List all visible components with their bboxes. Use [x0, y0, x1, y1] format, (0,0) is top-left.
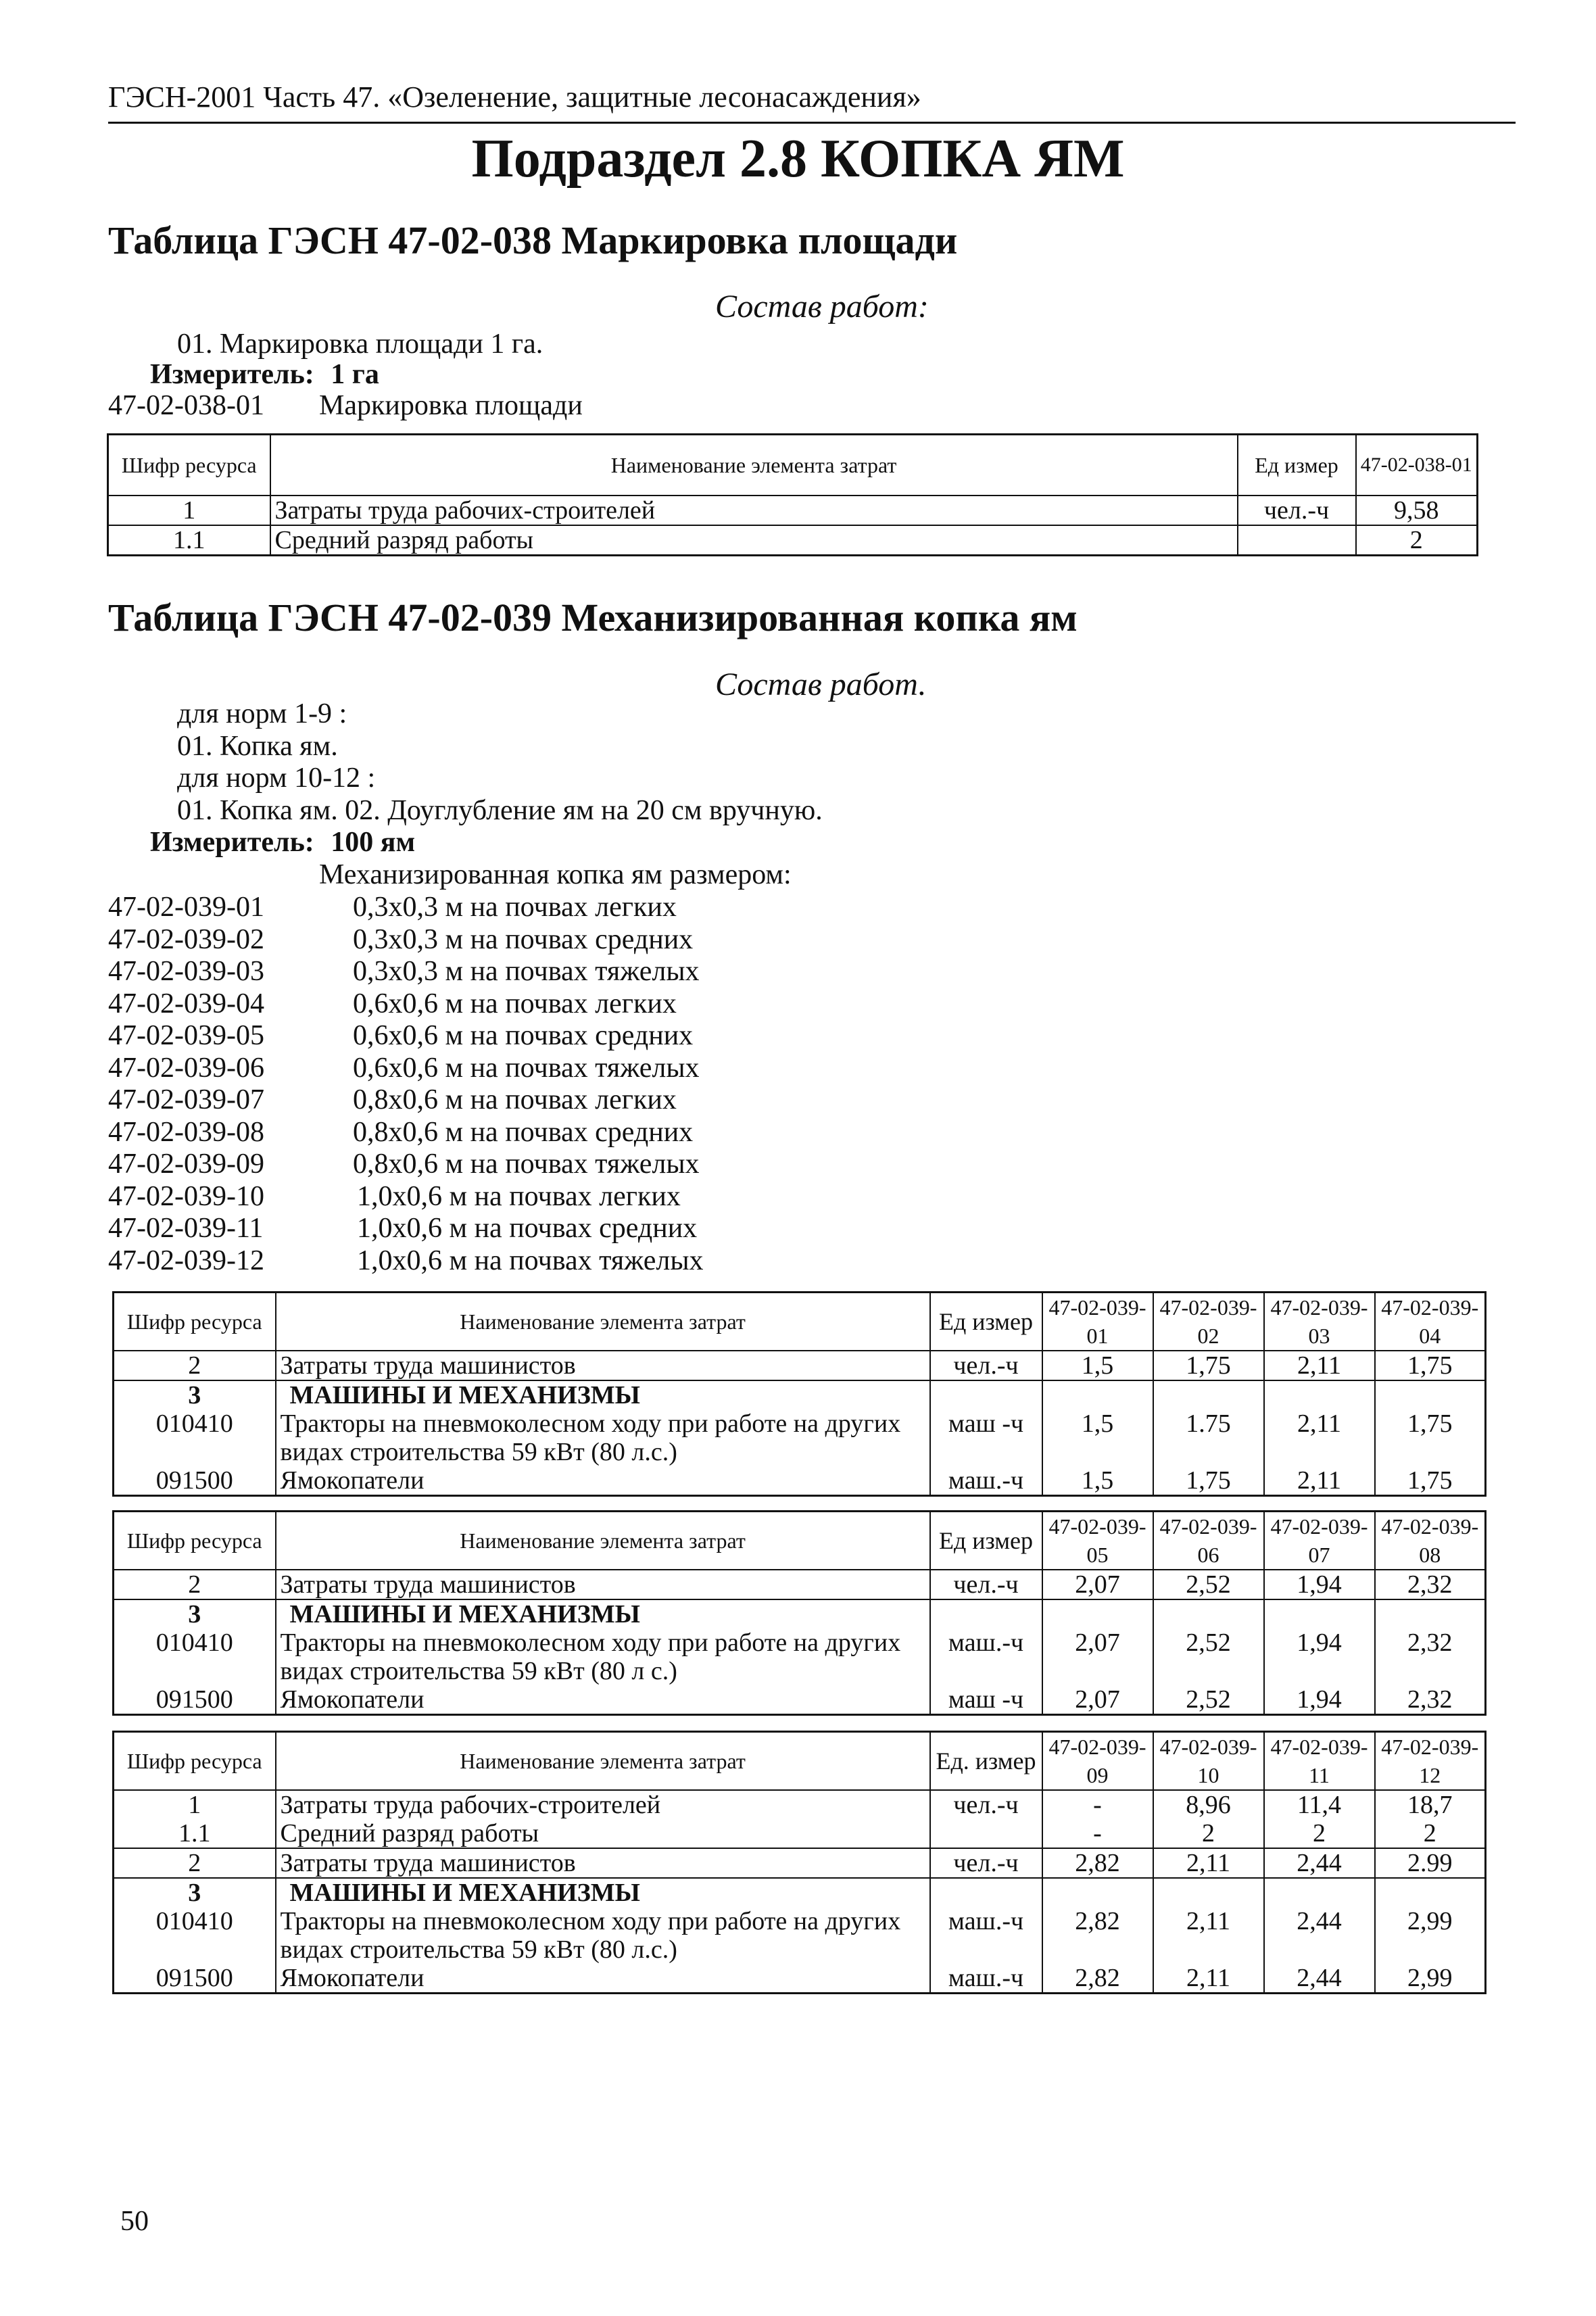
norm-item — [108, 1212, 704, 1245]
cell-value: 2,44 — [1264, 1964, 1375, 1994]
norm-code: 47-02-039-03 — [108, 956, 264, 987]
norm-name: 1,0х0,6 м на почвах средних — [357, 1213, 698, 1244]
cell-value: 2,52 — [1153, 1629, 1264, 1685]
cell-code: 1.1 — [108, 525, 270, 556]
cell-value: 1,75 — [1153, 1466, 1264, 1496]
group-title: Механизированная копка ям размером: — [319, 859, 792, 890]
cell-value: 1,75 — [1375, 1409, 1486, 1466]
th-col: 47-02-039-01 — [1042, 1293, 1153, 1351]
cell-section: МАШИНЫ И МЕХАНИЗМЫ — [276, 1878, 930, 1907]
cell-name — [276, 1907, 930, 1964]
cell-code: 091500 — [114, 1466, 276, 1496]
cell-unit: маш.-ч — [930, 1466, 1042, 1496]
cell-value: 1,5 — [1042, 1466, 1153, 1496]
name-line: Тракторы на пневмоколесном ходу при работе на других — [280, 1409, 901, 1438]
norm-name: 0,6х0,6 м на почвах легких — [353, 988, 677, 1019]
th-name: Наименование элемента затрат — [276, 1512, 930, 1570]
table-row — [114, 1819, 1486, 1848]
table-row — [114, 1685, 1486, 1715]
cell-value: 2,44 — [1264, 1907, 1375, 1964]
table-row — [108, 525, 1478, 556]
table2a-grid — [112, 1291, 1486, 1497]
cell-empty — [930, 1878, 1042, 1907]
table2-line: для норм 10-12 : — [177, 763, 376, 794]
cell-name — [276, 1629, 930, 1685]
table1-izmeritel — [150, 358, 379, 391]
cell-empty — [1153, 1599, 1264, 1629]
th-col: 47-02-039-02 — [1153, 1293, 1264, 1351]
name-line: видах строительства 59 кВт (80 л.с.) — [280, 1935, 677, 1964]
norm-item — [108, 1116, 704, 1149]
table-row — [114, 1570, 1486, 1599]
cell-value: 9,58 — [1356, 496, 1478, 525]
cell-value: 2,07 — [1042, 1629, 1153, 1685]
table2-title: Таблица ГЭСН 47-02-039 Механизированная копка ям — [108, 596, 1078, 640]
th-col: 47-02-039-05 — [1042, 1512, 1153, 1570]
header-rule — [108, 122, 1516, 124]
cell-code: 010410 — [114, 1907, 276, 1964]
cell-value: 2,11 — [1153, 1964, 1264, 1994]
cell-value: 2,32 — [1375, 1629, 1486, 1685]
th-unit: Ед измер — [1238, 435, 1356, 496]
cell-value: 8,96 — [1153, 1790, 1264, 1819]
cell-name: Средний разряд работы — [270, 525, 1238, 556]
norm-code: 47-02-039-02 — [108, 923, 264, 955]
cell-section: МАШИНЫ И МЕХАНИЗМЫ — [276, 1380, 930, 1409]
section-title: Подраздел 2.8 КОПКА ЯМ — [471, 129, 1125, 189]
cell-value: 1,94 — [1264, 1570, 1375, 1599]
cell-unit: маш -ч — [930, 1685, 1042, 1715]
cell-value: 2 — [1153, 1819, 1264, 1848]
norm-name: 0,8х0,6 м на почвах средних — [353, 1116, 694, 1148]
cell-code: 1.1 — [114, 1819, 276, 1848]
table-row — [114, 1380, 1486, 1409]
izmeritel-value: 1 га — [331, 359, 379, 390]
cell-value: 1,94 — [1264, 1629, 1375, 1685]
cell-empty — [1153, 1878, 1264, 1907]
cell-name: Затраты труда рабочих-строителей — [270, 496, 1238, 525]
cell-value: 2,82 — [1042, 1848, 1153, 1878]
cell-empty — [1042, 1599, 1153, 1629]
norm-item — [108, 1019, 704, 1052]
th-col: 47-02-039-07 — [1264, 1512, 1375, 1570]
cell-section: МАШИНЫ И МЕХАНИЗМЫ — [276, 1599, 930, 1629]
table1-norm-name: Маркировка площади — [319, 390, 583, 421]
norm-item — [108, 1084, 704, 1116]
table-row — [114, 1964, 1486, 1994]
cell-value: 2,11 — [1153, 1848, 1264, 1878]
norm-code: 47-02-039-01 — [108, 892, 264, 923]
cell-code: 2 — [114, 1570, 276, 1599]
cell-code: 3 — [114, 1380, 276, 1409]
cell-value: 2,11 — [1264, 1409, 1375, 1466]
norm-code: 47-02-039-08 — [108, 1116, 264, 1148]
cell-code: 1 — [108, 496, 270, 525]
norm-list — [108, 891, 704, 1276]
norm-name: 0,3х0,3 м на почвах тяжелых — [353, 956, 700, 987]
th-unit: Ед. измер — [930, 1732, 1042, 1791]
norm-code: 47-02-039-11 — [108, 1213, 264, 1244]
table2-line: для норм 1-9 : — [177, 698, 347, 729]
table2c-grid — [112, 1731, 1486, 1994]
norm-item — [108, 1245, 704, 1277]
cell-value: 2,07 — [1042, 1685, 1153, 1715]
cell-value: 2,52 — [1153, 1570, 1264, 1599]
norm-name: 0,6х0,6 м на почвах тяжелых — [353, 1052, 700, 1084]
cell-value: 1,75 — [1375, 1351, 1486, 1380]
cell-value: 1.75 — [1153, 1409, 1264, 1466]
name-line: видах строительства 59 кВт (80 л с.) — [280, 1657, 677, 1685]
th-name: Наименование элемента затрат — [276, 1293, 930, 1351]
name-line: видах строительства 59 кВт (80 л.с.) — [280, 1438, 677, 1466]
cell-name: Затраты труда рабочих-строителей — [276, 1790, 930, 1819]
table1-grid — [107, 433, 1478, 556]
cell-value: - — [1042, 1819, 1153, 1848]
norm-name: 0,3х0,3 м на почвах средних — [353, 923, 694, 955]
norm-name: 1,0х0,6 м на почвах легких — [357, 1180, 681, 1212]
table-row — [114, 1599, 1486, 1629]
norm-code: 47-02-039-04 — [108, 988, 264, 1019]
table1-title: Таблица ГЭСН 47-02-038 Маркировка площади — [108, 218, 958, 262]
th-name: Наименование элемента затрат — [276, 1732, 930, 1791]
cell-code: 010410 — [114, 1409, 276, 1466]
cell-value: 2,11 — [1153, 1907, 1264, 1964]
norm-code: 47-02-039-05 — [108, 1020, 264, 1051]
cell-name: Ямокопатели — [276, 1964, 930, 1994]
name-line: Тракторы на пневмоколесном ходу при работе на других — [280, 1629, 901, 1657]
cell-unit: маш -ч — [930, 1409, 1042, 1466]
th-unit: Ед измер — [930, 1293, 1042, 1351]
cell-value: 18,7 — [1375, 1790, 1486, 1819]
cell-unit: чел.-ч — [930, 1790, 1042, 1819]
norm-item — [108, 891, 704, 923]
cell-value: 2,82 — [1042, 1907, 1153, 1964]
th-code: Шифр ресурса — [108, 435, 270, 496]
table2-izmeritel — [150, 826, 415, 859]
cell-value: 2,44 — [1264, 1848, 1375, 1878]
th-code: Шифр ресурса — [114, 1293, 276, 1351]
cell-empty — [1264, 1878, 1375, 1907]
th-col: 47-02-039-09 — [1042, 1732, 1153, 1791]
cell-code: 2 — [114, 1848, 276, 1878]
cell-empty — [1042, 1878, 1153, 1907]
table-row — [114, 1848, 1486, 1878]
th-col: 47-02-039-04 — [1375, 1293, 1486, 1351]
table2-line: 01. Копка ям. — [177, 731, 338, 762]
th-col: 47-02-038-01 — [1356, 435, 1478, 496]
table1-work-item: 01. Маркировка площади 1 га. — [177, 329, 543, 360]
norm-name: 0,6х0,6 м на почвах средних — [353, 1020, 694, 1051]
table2-sostav: Состав работ. — [715, 667, 927, 702]
cell-unit: чел.-ч — [930, 1848, 1042, 1878]
table-row — [114, 1409, 1486, 1466]
th-name: Наименование элемента затрат — [270, 435, 1238, 496]
norm-item — [108, 1148, 704, 1180]
table1-norm-code: 47-02-038-01 — [108, 390, 264, 421]
cell-empty — [1264, 1380, 1375, 1409]
cell-empty — [1264, 1599, 1375, 1629]
cell-empty — [1042, 1380, 1153, 1409]
table-row — [114, 1907, 1486, 1964]
izmeritel-label: Измеритель: — [150, 359, 314, 390]
izmeritel-value: 100 ям — [331, 827, 416, 858]
cell-value: 1,5 — [1042, 1351, 1153, 1380]
cell-value: 2 — [1264, 1819, 1375, 1848]
th-col: 47-02-039-10 — [1153, 1732, 1264, 1791]
th-col: 47-02-039-06 — [1153, 1512, 1264, 1570]
norm-name: 0,8х0,6 м на почвах легких — [353, 1084, 677, 1115]
cell-name: Затраты труда машинистов — [276, 1570, 930, 1599]
th-col: 47-02-039-11 — [1264, 1732, 1375, 1791]
cell-unit: маш.-ч — [930, 1629, 1042, 1685]
cell-value: 2,07 — [1042, 1570, 1153, 1599]
page-header: ГЭСН-2001 Часть 47. «Озеленение, защитные лесонасаждения» — [108, 80, 921, 114]
norm-item — [108, 923, 704, 956]
th-unit: Ед измер — [930, 1512, 1042, 1570]
cell-value: - — [1042, 1790, 1153, 1819]
cell-name: Ямокопатели — [276, 1466, 930, 1496]
table-row — [114, 1878, 1486, 1907]
norm-code: 47-02-039-09 — [108, 1149, 264, 1180]
cell-name: Затраты труда машинистов — [276, 1848, 930, 1878]
table-row — [114, 1351, 1486, 1380]
cell-unit — [1238, 525, 1356, 556]
norm-item — [108, 988, 704, 1020]
cell-empty — [1375, 1380, 1486, 1409]
norm-code: 47-02-039-12 — [108, 1245, 264, 1276]
cell-unit: чел.-ч — [930, 1351, 1042, 1380]
norm-code: 47-02-039-10 — [108, 1180, 264, 1212]
cell-code: 010410 — [114, 1629, 276, 1685]
cell-value: 2,99 — [1375, 1907, 1486, 1964]
table1-sostav: Состав работ: — [715, 289, 929, 324]
norm-item — [108, 1180, 704, 1213]
th-col: 47-02-039-12 — [1375, 1732, 1486, 1791]
cell-code: 1 — [114, 1790, 276, 1819]
cell-empty — [1375, 1599, 1486, 1629]
table-row — [114, 1466, 1486, 1496]
cell-value: 1,5 — [1042, 1409, 1153, 1466]
name-line: Тракторы на пневмоколесном ходу при работе на других — [280, 1907, 901, 1935]
cell-value: 2.99 — [1375, 1848, 1486, 1878]
th-code: Шифр ресурса — [114, 1732, 276, 1791]
cell-value: 1,75 — [1375, 1466, 1486, 1496]
cell-name: Затраты труда машинистов — [276, 1351, 930, 1380]
cell-empty — [930, 1599, 1042, 1629]
cell-value: 2,11 — [1264, 1351, 1375, 1380]
norm-item — [108, 955, 704, 988]
norm-name: 0,3х0,3 м на почвах легких — [353, 892, 677, 923]
cell-value: 2,82 — [1042, 1964, 1153, 1994]
cell-unit: маш.-ч — [930, 1964, 1042, 1994]
th-code: Шифр ресурса — [114, 1512, 276, 1570]
cell-value: 2,32 — [1375, 1685, 1486, 1715]
cell-code: 3 — [114, 1878, 276, 1907]
cell-code: 091500 — [114, 1964, 276, 1994]
norm-name: 0,8х0,6 м на почвах тяжелых — [353, 1149, 700, 1180]
cell-value: 1,75 — [1153, 1351, 1264, 1380]
cell-value: 11,4 — [1264, 1790, 1375, 1819]
cell-value: 2,52 — [1153, 1685, 1264, 1715]
table2-line: 01. Копка ям. 02. Доуглубление ям на 20 см вручную. — [177, 795, 823, 826]
cell-code: 091500 — [114, 1685, 276, 1715]
cell-empty — [1153, 1380, 1264, 1409]
cell-empty — [930, 1380, 1042, 1409]
norm-code: 47-02-039-06 — [108, 1052, 264, 1084]
cell-code: 2 — [114, 1351, 276, 1380]
cell-name — [276, 1409, 930, 1466]
cell-empty — [1375, 1878, 1486, 1907]
table-row — [108, 496, 1478, 525]
cell-value: 2,32 — [1375, 1570, 1486, 1599]
cell-value: 2 — [1356, 525, 1478, 556]
table-row — [114, 1629, 1486, 1685]
cell-value: 2 — [1375, 1819, 1486, 1848]
cell-name: Средний разряд работы — [276, 1819, 930, 1848]
th-col: 47-02-039-08 — [1375, 1512, 1486, 1570]
cell-code: 3 — [114, 1599, 276, 1629]
page-number: 50 — [120, 2206, 149, 2237]
cell-unit: маш.-ч — [930, 1907, 1042, 1964]
cell-unit: чел.-ч — [1238, 496, 1356, 525]
cell-value: 2,11 — [1264, 1466, 1375, 1496]
cell-value: 2,99 — [1375, 1964, 1486, 1994]
th-col: 47-02-039-03 — [1264, 1293, 1375, 1351]
cell-name: Ямокопатели — [276, 1685, 930, 1715]
table2b-grid — [112, 1510, 1486, 1716]
izmeritel-label: Измеритель: — [150, 827, 314, 858]
norm-code: 47-02-039-07 — [108, 1084, 264, 1115]
table-row — [114, 1790, 1486, 1819]
cell-unit — [930, 1819, 1042, 1848]
norm-item — [108, 1052, 704, 1084]
cell-unit: чел.-ч — [930, 1570, 1042, 1599]
norm-name: 1,0х0,6 м на почвах тяжелых — [357, 1245, 704, 1276]
cell-value: 1,94 — [1264, 1685, 1375, 1715]
